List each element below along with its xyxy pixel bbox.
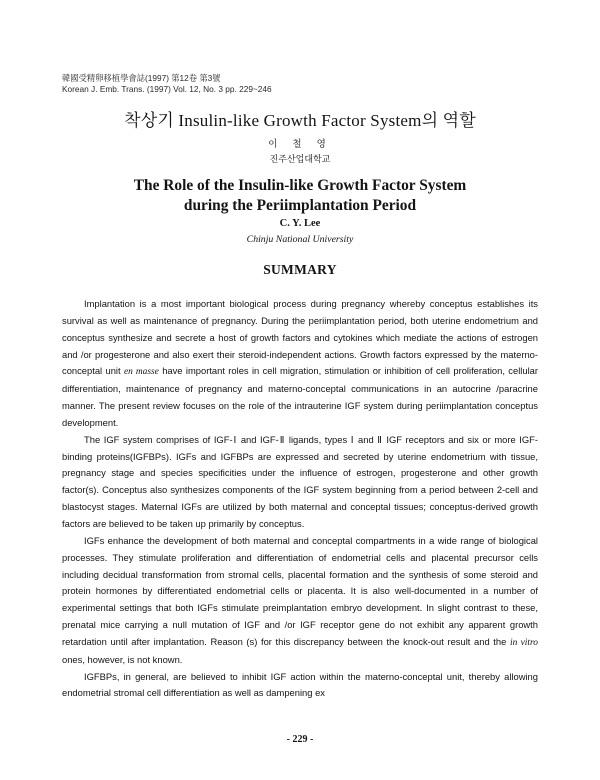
korean-title: 착상기 Insulin-like Growth Factor System의 역할: [124, 111, 476, 130]
abstract-paragraph-1: [62, 296, 538, 432]
journal-line-english: Korean J. Emb. Trans. (1997) Vol. 12, No. 3 pp. 229~246: [62, 84, 272, 94]
abstract-body: [62, 296, 538, 702]
italic-term: en masse: [123, 367, 159, 378]
english-title: [0, 176, 600, 216]
abstract-paragraph-3: [62, 533, 538, 669]
abstract-paragraph-4: IGFBPs, in general, are believed to inhibit IGF action within the materno-conceptal unit, thereby allowing endometrial stromal cell differentiation as well as dampening ex: [62, 670, 538, 699]
paragraph-text: have important roles in cell migration, stimulation or inhibition of cell proliferation, cellular differentiation, maintenance of pregnancy and materno-conceptal communications in an autocrine /paracrine manner. The present review focuses on the role of the intrauterine IGF system during periimplantation conceptus development.: [62, 365, 539, 428]
paragraph-text: Implantation is a most important biological process during pregnancy whereby conceptus establishes its survival as well as maintenance of pregnancy. During the periimplantation period, both uterine endometrium and conceptus synthesize and secrete a host of growth factors and cytokines which mediate the actions of estrogen and /or progesterone and also exert their steroid-independent actions. Growth factors expressed by the materno-conceptal unit: [62, 298, 538, 377]
journal-line-korean: 韓國受精卵移植學會誌(1997) 第12卷 第3號: [62, 73, 221, 83]
korean-author: 이 철 영: [268, 139, 332, 150]
section-heading: SUMMARY: [263, 262, 337, 277]
journal-citation: [62, 73, 272, 95]
paragraph-text: ones, however, is not known.: [62, 653, 183, 665]
english-title-line-2: during the Periimplantation Period: [183, 197, 417, 214]
english-affiliation: Chinju National University: [246, 234, 354, 245]
english-title-line-1: The Role of the Insulin-like Growth Factor System: [133, 177, 467, 194]
italic-term: in vitro: [509, 637, 538, 648]
page-number: - 229 -: [286, 734, 314, 745]
paragraph-text: IGFs enhance the development of both maternal and conceptal compartments in a wide range of biological processes. They stimulate proliferation and differentiation of endometrial cells and placental precursor cells including decidual transformation from stromal cells, placental formation and the synthesis of some steroid and protein hormones by differentiated endometrial cells or placenta. It is also well-documented in a number of experimental settings that both IGFs stimulate preimplantation embryo development. In slight contrast to these, prenatal mice carrying a null mutation of IGF and /or IGF receptor gene do not exhibit any apparent growth retardation until after implantation. Reason (s) for this discrepancy between the knock-out result and the: [62, 534, 538, 647]
english-author: C. Y. Lee: [279, 218, 321, 229]
abstract-paragraph-2: The IGF system comprises of IGF-Ⅰ and IGF-Ⅱ ligands, types Ⅰ and Ⅱ IGF receptors and six or more IGF-binding proteins(IGFBPs). IGFs and IGFBPs are expressed and secreted by uterine endometrium with tissue, pregnancy stage and species specificities under the influence of estrogen, progesterone and other growth factor(s). Conceptus also synthesizes components of the IGF system beginning from a period between 2-cell and blastocyst stages. Maternal IGFs are utilized by both maternal and conceptal tissues; conceptus-derived growth factors are believed to be taken up primarily by conceptus.: [62, 433, 538, 529]
korean-affiliation: 진주산업대학교: [269, 155, 331, 165]
